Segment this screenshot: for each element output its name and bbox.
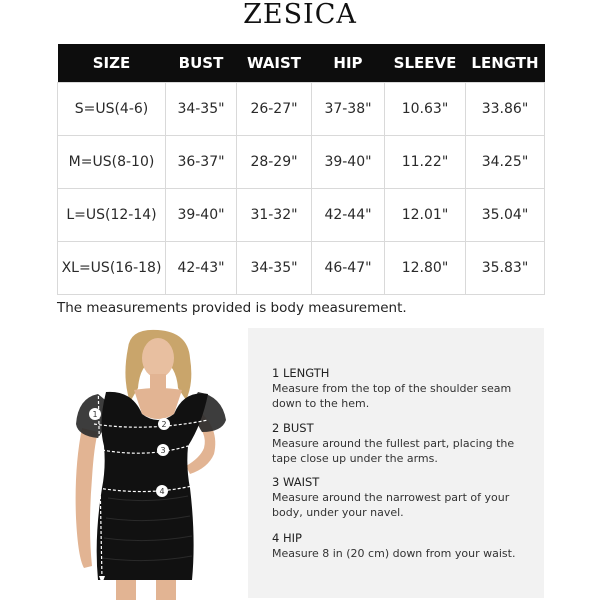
marker-1: 1 — [92, 410, 98, 419]
cell-size: L=US(12-14) — [58, 189, 166, 242]
measurement-guide-panel — [248, 328, 544, 598]
table-row — [58, 189, 545, 242]
column-header-length: LENGTH — [466, 44, 545, 83]
model-figure — [58, 328, 258, 600]
cell-sleeve: 10.63" — [385, 83, 466, 136]
cell-bust: 34-35" — [166, 83, 237, 136]
column-header-sleeve: SLEEVE — [385, 44, 466, 83]
column-header-bust: BUST — [166, 44, 237, 83]
cell-sleeve: 12.01" — [385, 189, 466, 242]
cell-length: 35.04" — [466, 189, 545, 242]
cell-length: 34.25" — [466, 136, 545, 189]
guide-item-waist — [272, 475, 542, 520]
cell-bust: 36-37" — [166, 136, 237, 189]
guide-text: Measure around the narrowest part of your body, under your navel. — [272, 491, 510, 519]
model-leg-left — [116, 580, 136, 600]
cell-hip: 37-38" — [312, 83, 385, 136]
cell-size: M=US(8-10) — [58, 136, 166, 189]
cell-length: 35.83" — [466, 242, 545, 295]
cell-size: XL=US(16-18) — [58, 242, 166, 295]
column-header-hip: HIP — [312, 44, 385, 83]
cell-sleeve: 11.22" — [385, 136, 466, 189]
cell-bust: 42-43" — [166, 242, 237, 295]
model-face — [142, 338, 174, 378]
model-dress — [97, 392, 208, 580]
brand-logo: ZESICA — [243, 0, 357, 30]
cell-waist: 26-27" — [237, 83, 312, 136]
cell-hip: 46-47" — [312, 242, 385, 295]
table-row — [58, 242, 545, 295]
table-row — [58, 136, 545, 189]
cell-hip: 39-40" — [312, 136, 385, 189]
marker-2: 2 — [161, 420, 167, 429]
guide-text: Measure 8 in (20 cm) down from your waist. — [272, 547, 516, 560]
cell-waist: 28-29" — [237, 136, 312, 189]
model-arm-left — [76, 428, 98, 568]
size-chart-table — [57, 44, 545, 295]
cell-sleeve: 12.80" — [385, 242, 466, 295]
column-header-waist: WAIST — [237, 44, 312, 83]
guide-text: Measure around the fullest part, placing the tape close up under the arms. — [272, 437, 515, 465]
guide-item-bust — [272, 421, 542, 466]
marker-4: 4 — [159, 487, 165, 496]
cell-bust: 39-40" — [166, 189, 237, 242]
guide-text: Measure from the top of the shoulder seam down to the hem. — [272, 382, 512, 410]
cell-waist: 31-32" — [237, 189, 312, 242]
cell-waist: 34-35" — [237, 242, 312, 295]
column-header-size: SIZE — [58, 44, 166, 83]
marker-3: 3 — [160, 446, 166, 455]
guide-heading: 3 WAIST — [272, 475, 320, 489]
guide-item-hip — [272, 531, 542, 561]
guide-item-length — [272, 366, 542, 411]
guide-heading: 2 BUST — [272, 421, 314, 435]
cell-length: 33.86" — [466, 83, 545, 136]
cell-hip: 42-44" — [312, 189, 385, 242]
measurement-note: The measurements provided is body measurement. — [57, 300, 407, 316]
guide-heading: 1 LENGTH — [272, 366, 330, 380]
cell-size: S=US(4-6) — [58, 83, 166, 136]
guide-heading: 4 HIP — [272, 531, 302, 545]
table-header-row — [58, 44, 545, 83]
model-leg-right — [156, 580, 176, 600]
table-row — [58, 83, 545, 136]
